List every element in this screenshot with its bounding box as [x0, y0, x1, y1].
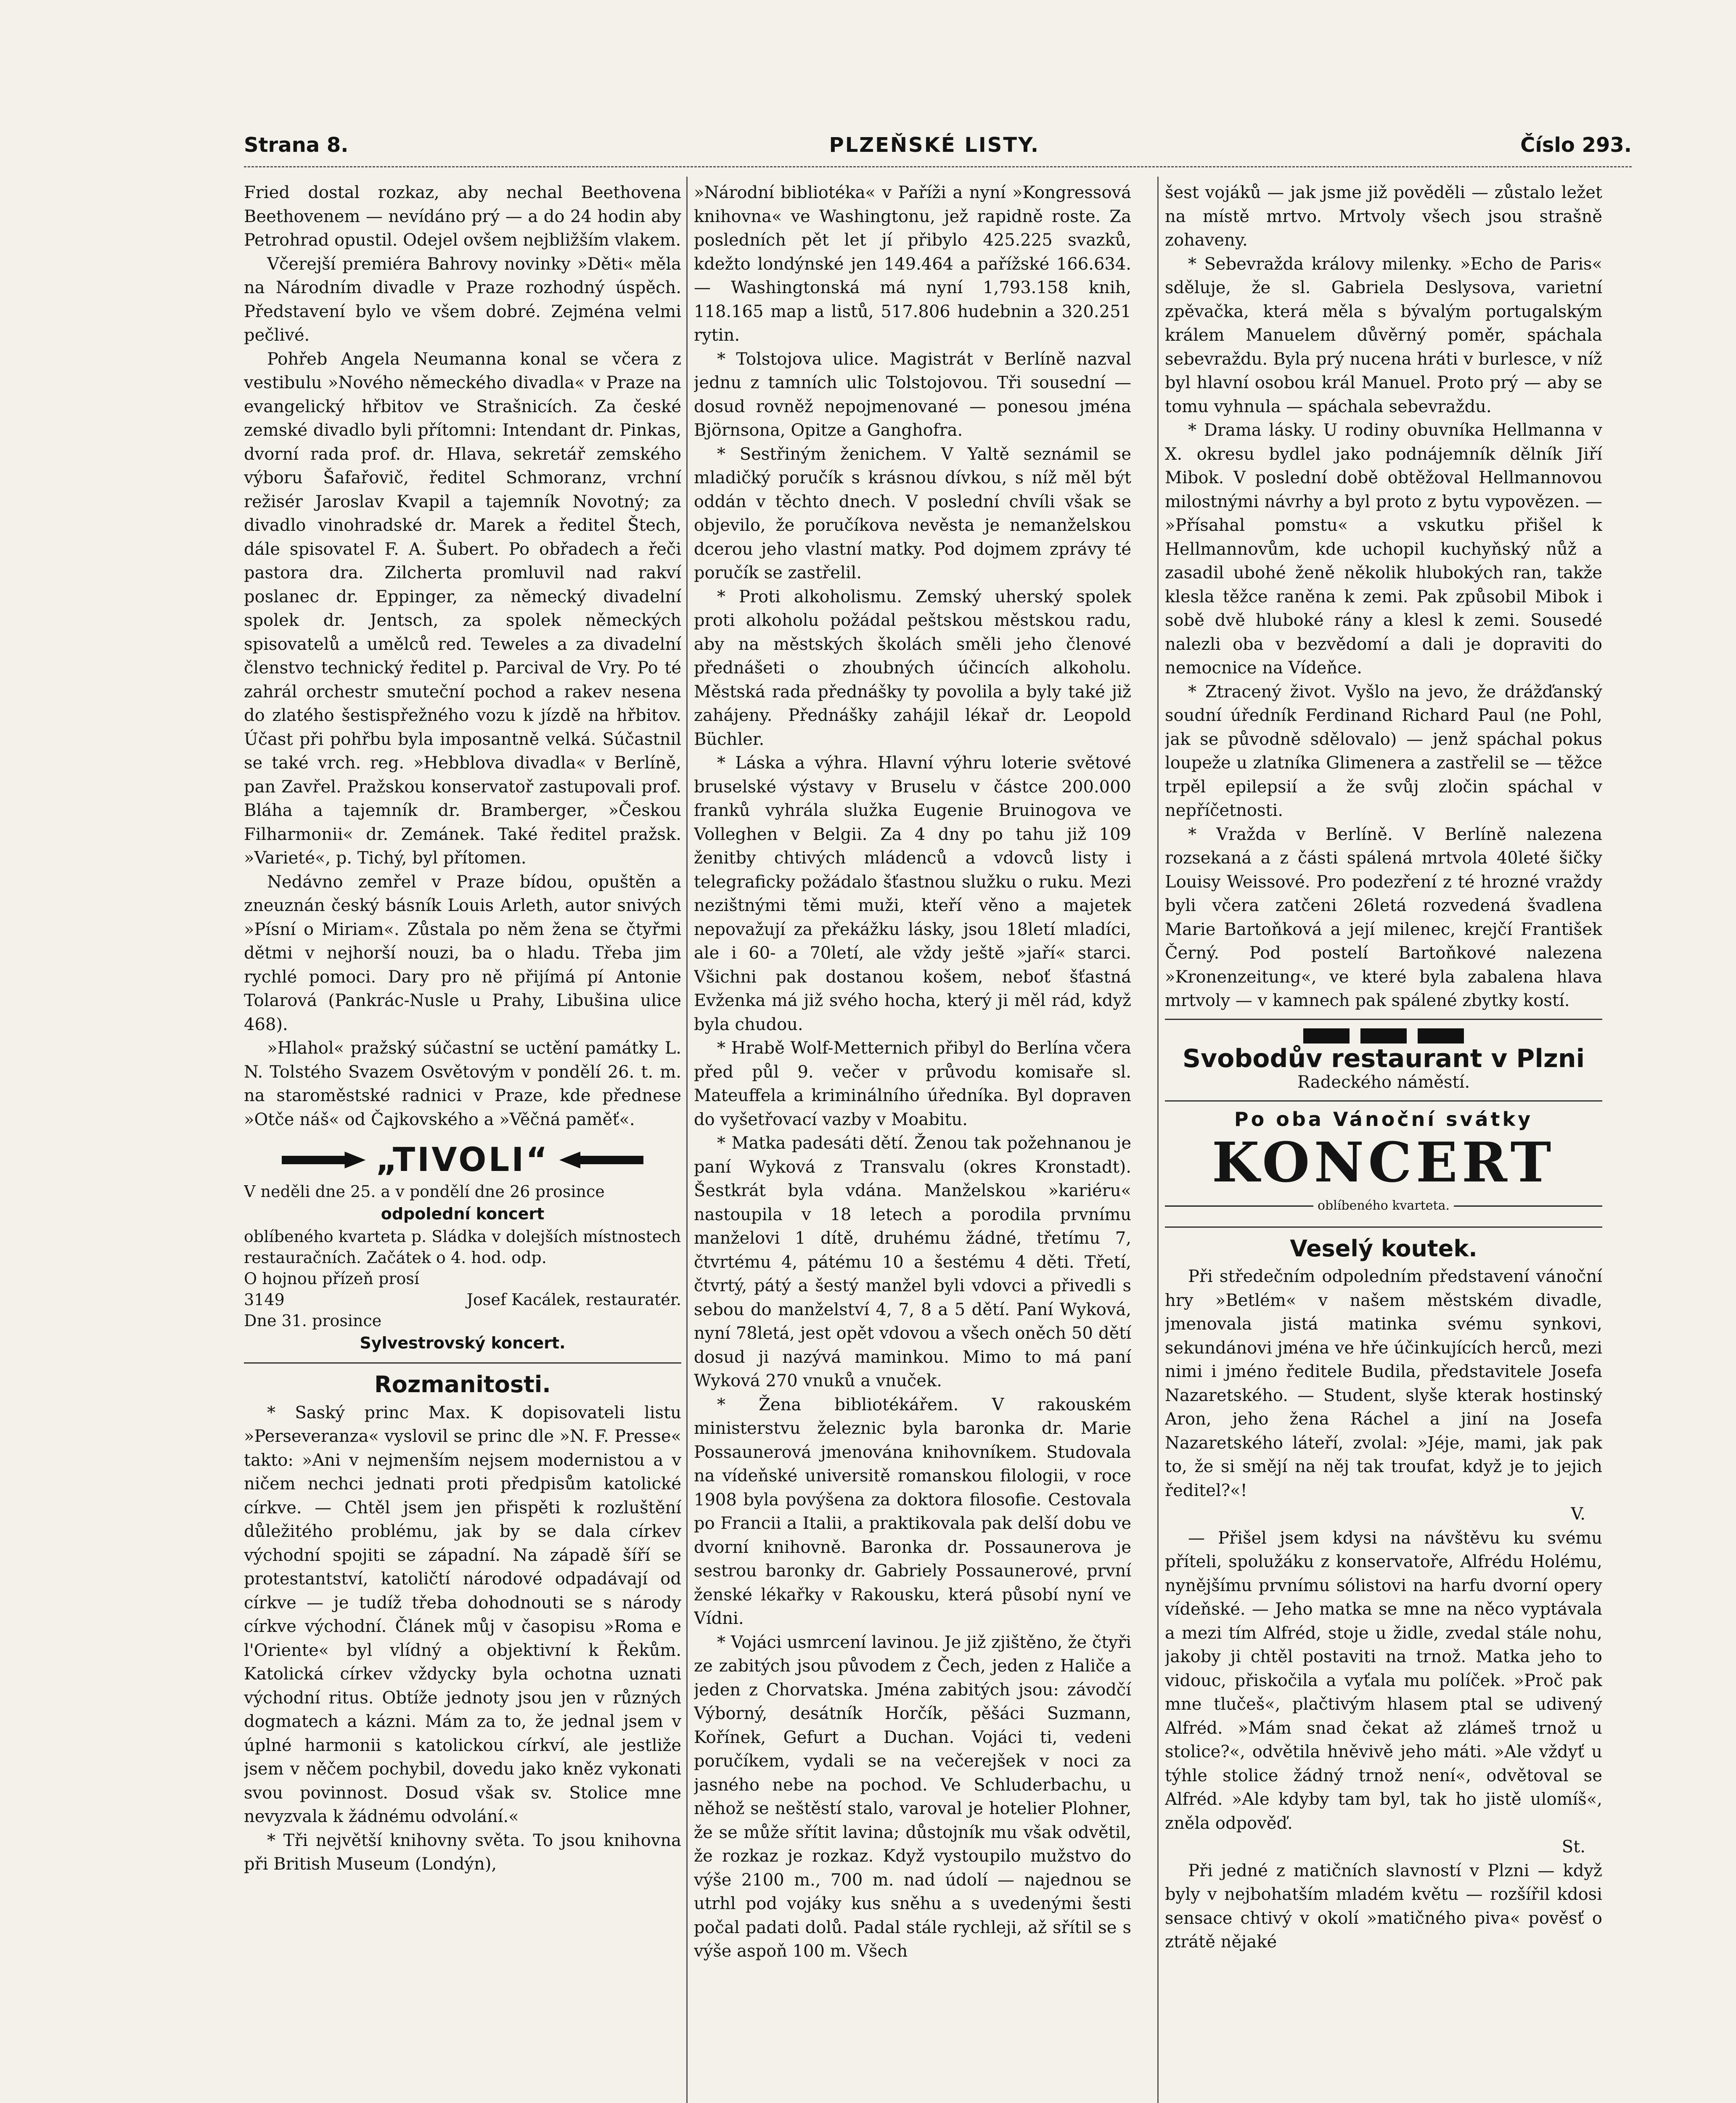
divider [1165, 1019, 1602, 1020]
page-header [244, 126, 1632, 164]
svobodu-advertisement [1165, 1028, 1602, 1218]
block-ornament [1360, 1028, 1407, 1044]
article-text: * Ztracený život. Vyšlo na jevo, že drážďanský soudní úředník Ferdinand Richard Paul (ne Pohl, jak se původně sdělovalo) — jenž spáchal pokus loupeže u zlatníka Glimenera a zastřelil se — těžce trpěl epilepsií a že svůj zločin spáchal v nepříčetnosti. [1165, 682, 1602, 820]
decorative-blocks [1165, 1028, 1602, 1044]
article-text: šest vojáků — jak jsme již pověděli — zůstalo ležet na místě mrtvo. Mrtvoly všech jsou strašně zohaveny. [1165, 183, 1602, 250]
signature: V. [1571, 1504, 1585, 1524]
rule-left [1165, 1205, 1313, 1207]
divider [1165, 1226, 1602, 1228]
section-heading: Veselý koutek. [1290, 1235, 1477, 1262]
ad-line: oblíbeného kvarteta p. Sládka v dolejších místnostech restauračních. Začátek o 4. hod. odp. [244, 1227, 681, 1267]
column-2 [694, 181, 1131, 2103]
article-text: Při středečním odpoledním představení vánoční hry »Betlém« v našem městském divadle, jmenovala jistá matinka svému synkovi, sekundánovi jména ve hře účinkujících herců, mezi nimi i jméno ředitele Budila, představitele Josefa Nazaretského. — Student, slyše kterak hostinský Aron, jeho žena Ráchel a jiní na Josefa Nazaretského láteří, zvolal: »Jéje, mami, jak pak to, že si smějí na něj tak troufat, když je to jejich ředitel?«! [1165, 1267, 1602, 1500]
kvarteto-text: oblíbeného kvarteta. [1317, 1198, 1450, 1213]
article-text: * Matka padesáti dětí. Ženou tak požehnanou je paní Wyková z Transvalu (okres Kronstadt). Šestkrát byla vdána. Manželskou »kariéru« nastoupila v 18 letech a porodila prvnímu manželovi 1 dítě, druhému žádné, třetímu 7, čtvrtému 4, pátému 10 a šestému 4 děti. Třetí, čtvrtý, pátý a šestý manžel byli vdovci a přivedli s sebou do manželství 4, 7, 8 a 5 dětí. Paní Wyková, nyní 78letá, jest opět vdovou a všech oněch 50 dětí dosud ji nazývá maminkou. Mimo to má paní Wyková 270 vnuků a vnuček. [694, 1134, 1131, 1391]
article-text: * Hrabě Wolf-Metternich přibyl do Berlína včera před půl 9. večer v průvodu komisaře sl. Mateuffela a kriminálního úředníka. Byl dopraven do vyšetřovací vazby v Moabitu. [694, 1038, 1131, 1129]
divider [1165, 1100, 1602, 1102]
article-text: — Přišel jsem kdysi na návštěvu ku svému příteli, spolužáku z konservatoře, Alfrédu Holému, nynějšímu prvnímu sólistovi na harfu dvorní opery vídeňské. — Jeho matka se mne na něco vyptávala a mezi tím Alfréd, stoje u židle, zvedal stále nohu, jakoby ji chtěl postaviti na trnož. Matka jeho to vidouc, přiskočila a vyťala mu políček. »Proč pak mne tlučeš«, plačtivým hlasem ptal se udivený Alfréd. »Mám snad čekat až zlámeš trnož u stolice?«, odvětila hněvivě jeho máti. »Ale vždyť u týhle stolice žádný trnož není«, odvětoval se Alfréd. »Ale kdyby tam byl, tak ho jistě ulomíš«, zněla odpověď. [1165, 1528, 1602, 1833]
ad-line: Sylvestrovský koncert. [360, 1333, 566, 1352]
page-number: Strana 8. [244, 133, 349, 157]
section-heading: Rozmanitosti. [374, 1371, 551, 1398]
column-3 [1165, 181, 1602, 2103]
header-rule [244, 166, 1632, 167]
column-divider [686, 177, 688, 2103]
article-text: Nedávno zemřel v Praze bídou, opuštěn a zneuznán český básník Louis Arleth, autor snivých »Písní o Miriam«. Zůstala po něm žena se čtyřmi dětmi v nejhorší nouzi, ba o hladu. Třeba jim rychlé pomoci. Dary pro ně přijímá pí Antonie Tolarová (Pankrác-Nusle u Prahy, Libušina ulice 468). [244, 872, 681, 1034]
block-ornament [1418, 1028, 1464, 1044]
rule-right [1454, 1205, 1602, 1207]
block-ornament [1303, 1028, 1350, 1044]
arrow-left-icon [559, 1152, 643, 1168]
issue-number: Číslo 293. [1520, 133, 1632, 157]
article-text: * Drama lásky. U rodiny obuvníka Hellmanna v X. okresu bydlel jako podnájemník dělník Jiří Mibok. V poslední době obtěžoval Hellmannovou milostnými návrhy a byl proto z bytu vypovězen. — »Přísahal pomstu« a vskutku přišel k Hellmannovům, kde uchopil kuchyňský nůž a zasadil ubohé ženě několik hlubokých ran, takže klesla těžce raněna k zemi. Pak způsobil Mibok i sobě dvě hluboké rány a klesl k zemi. Sousedé nalezli oba v bezvědomí a dali je dopraviti do nemocnice na Vídeňce. [1165, 421, 1602, 678]
ad-number: 3149 [244, 1290, 285, 1309]
article-text: Pohřeb Angela Neumanna konal se včera z vestibulu »Nového německého divadla« v Praze na evangelický hřbitov ve Strašnicích. Za české zemské divadlo byli přítomni: Intendant dr. Pinkas, dvorní rada prof. dr. Hlava, sekretář zemského výboru Šafařovič, ředitel Schmoranz, vrchní režisér Jaroslav Kvapil a tajemník Novotný; za divadlo vinohradské dr. Marek a ředitel Štech, dále spisovatel F. A. Šubert. Po obřadech a řeči pastora dra. Zilcherta promluvil nad rakví poslanec dr. Eppinger, za německý divadelní spolek dr. Jentsch, za spolek německých spisovatelů a umělců red. Teweles a za divadelní členstvo technický ředitel p. Parcival de Vry. Po té zahrál orchestr smuteční pochod a rakev nesena do zlatého šestispřežného vozu k jízdě na hřbitov. Účast při pohřbu byla imposantně velká. Súčastnil se také vrch. reg. »Hebblova divadla« v Berlíně, pan Zavřel. Pražskou konservatoř zastupovali prof. Bláha a tajemník dr. Bramberger, »Českou Filharmonii« dr. Zemánek. Také ředitel pražsk. »Varieté«, p. Tichý, byl přítomen. [244, 349, 681, 868]
article-text: * Tolstojova ulice. Magistrát v Berlíně nazval jednu z tamních ulic Tolstojovou. Tři sousední — dosud rovněž nepojmenované — ponesou jména Björnsona, Opitze a Ganghofra. [694, 349, 1131, 440]
ad-line: odpolední koncert [381, 1205, 545, 1223]
article-text: * Tři největší knihovny světa. To jsou knihovna při British Museum (Londýn), [244, 1830, 681, 1874]
article-text: * Láska a výhra. Hlavní výhru loterie světové bruselské výstavy v Bruselu v částce 200.000 franků vyhrála služka Eugenie Bruinogova ve Volleghen v Belgii. Za 4 dny po tahu již 109 ženitby chtivých mládenců a vdovců listy i telegraficky požádalo šťastnou služku o ruku. Mezi nezištnými těmi muži, kteří věno a majetek nepovažují za překážku lásky, jsou 18letí mladíci, ale i 60- a 70letí, ale vždy ještě »jaří« starci. Všichni pak dostanou košem, neboť šťastná Evženka má již svého hocha, který ji měl rád, když byla chudou. [694, 753, 1131, 1034]
ad-line: Dne 31. prosince [244, 1311, 382, 1330]
divider [244, 1362, 681, 1364]
article-text: * Vojáci usmrcení lavinou. Je již zjištěno, že čtyři ze zabitých jsou původem z Čech, jeden z Haliče a jeden z Chorvatska. Jména zabitých jsou: závodčí Výborný, desátník Horčík, pěšáci Suzmann, Kořínek, Gefurt a Duchan. Vojáci ti, vedeni poručíkem, vydali se na večerejšek v noci za jasného nebe na pochod. Ve Schluderbachu, u něhož se neštěstí stalo, varoval je hotelier Plohner, že se může sřítit lavina; důstojník mu však odvětil, že rozkaz je rozkaz. Když vystoupilo mužstvo do výše 2100 m., 700 m. nad údolí — najednou se utrhl pod vojáky kus sněhu a s uvedenými šesti počal padati dolů. Padal stále rychleji, až sřítil se s výše aspoň 100 m. Všech [694, 1632, 1131, 1961]
ad-owner: Josef Kacálek, restauratér. [466, 1290, 681, 1309]
article-text: »Hlahol« pražský súčastní se uctění památky L. N. Tolstého Svazem Osvětovým v pondělí 26. t. m. na staroměstské radnici v Praze, kde přednese »Otče náš« od Čajkovského a »Věčná paměť«. [244, 1038, 681, 1129]
signature: St. [1561, 1837, 1585, 1857]
holiday-line: Po oba Vánoční svátky [1234, 1107, 1533, 1131]
restaurant-name: Svobodův restaurant v Plzni [1182, 1044, 1585, 1073]
article-text: * Sestřiným ženichem. V Yaltě seznámil se mladičký poručík s krásnou dívkou, s níž měl být oddán v těchto dnech. V poslední chvíli však se objevilo, že poručíkova nevěsta je nemanželskou dcerou jeho vlastní matky. Pod dojmem zprávy té poručík se zastřelil. [694, 444, 1131, 583]
column-divider [1157, 177, 1159, 2103]
article-text: * Saský princ Max. K dopisovateli listu »Perseveranza« vyslovil se princ dle »N. F. Presse« takto: »Ani v nejmenším nejsem modernistou a v ničem nechci jednati proti předpisům katolické církve. — Chtěl jsem jen přispěti k rozluštění důležitého problému, jak by se dala církev východní spojiti se západní. Na západě šíří se protestantství, katoličtí národové odpadávají od církve — je tudíž třeba dohodnouti se s národy církve východní. Článek můj v časopisu »Roma e l'Oriente« byl vlídný a objektivní k Řekům. Katolická církev vždycky byla ochotna uznati východní ritus. Obtíže jednoty jsou jen v různých dogmatech a kázni. Mám za to, že jednal jsem v úplné harmonii s katolickou církví, ale jestliže jsem v něčem pochybil, dovedu jako kněz vykonati svou povinnost. Dosud však sv. Stolice mne nevyzvala k žádnému odvolání.« [244, 1403, 681, 1826]
article-text: * Vražda v Berlíně. V Berlíně nalezena rozsekaná a z části spálená mrtvola 40leté šičky Louisy Weissové. Pro podezření z té hrozné vraždy byli včera zatčeni 26letá rozvedená švadlena Marie Bartoňková a její milenec, krejčí František Černý. Pod postelí Bartoňkové nalezena »Kronenzeitung«, ve které byla zabalena hlava mrtvoly — v kamnech pak spálené zbytky kostí. [1165, 824, 1602, 1010]
article-text: Při jedné z matičních slavností v Plzni — když byly v nejbohatším mladém květu — rozšířil kdosi sensace chtivý v okolí »matičného piva« pověsť o ztrátě nějaké [1165, 1861, 1602, 1952]
tivoli-name: „TIVOLI“ [376, 1141, 550, 1179]
koncert-title: KONCERT [1212, 1130, 1556, 1195]
kvarteto-line [1165, 1194, 1602, 1218]
article-text: »Národní bibliotéka« v Paříži a nyní »Kongressová knihovna« ve Washingtonu, jež rapidně roste. Za posledních pět let jí přibylo 425.225 svazků, kdežto londýnské jen 149.464 a pařížské 166.634. — Washingtonská má nyní 1,793.158 knih, 118.165 map a listů, 517.806 hudebnin a 320.251 rytin. [694, 183, 1131, 345]
article-text: * Sebevražda královy milenky. »Echo de Paris« sděluje, že sl. Gabriela Deslysova, varietní zpěvačka, která měla s bývalým portugalským králem Manuelem důvěrný poměr, spáchala sebevraždu. Byla prý nucena hráti v burlesce, v níž byl hlavní osobou král Manuel. Proto prý — aby se tomu vyhnula — spáchala sebevraždu. [1165, 254, 1602, 416]
tivoli-advertisement [244, 1139, 681, 1355]
article-text: * Proti alkoholismu. Zemský uherský spolek proti alkoholu požádal peštskou městskou radu, aby na městských školách směli jeho členové přednášeti o zhoubných účincích alkoholu. Městská rada přednášky ty povolila a byly také již zahájeny. Přednášky zahájil lékař dr. Leopold Büchler. [694, 587, 1131, 749]
column-1 [244, 181, 681, 2103]
restaurant-address: Radeckého náměstí. [1297, 1073, 1470, 1092]
tivoli-banner [244, 1139, 681, 1181]
ad-signature-row [244, 1289, 681, 1310]
newspaper-title: PLZEŇSKÉ LISTY. [829, 133, 1040, 157]
article-text: * Žena bibliotékářem. V rakouském ministerstvu železnic byla baronka dr. Marie Possaunerová jmenována knihovníkem. Studovala na vídeňské universitě romanskou filologii, v roce 1908 byla povýšena za doktora filosofie. Cestovala po Francii a Italii, a praktikovala pak delší dobu ve dvorní knihovně. Baronka dr. Possaunerova je sestrou baronky dr. Gabriely Possaunerové, první ženské lékařky v Rakousku, která působí nyní ve Vídni. [694, 1395, 1131, 1628]
article-text: Fried dostal rozkaz, aby nechal Beethovena Beethovenem — nevídáno prý — a do 24 hodin aby Petrohrad opustil. Odejel ovšem nejbližším vlakem. [244, 183, 681, 250]
ad-line: O hojnou přízeň prosí [244, 1269, 419, 1288]
arrow-right-icon [282, 1152, 366, 1168]
ad-line: V neděli dne 25. a v pondělí dne 26 prosince [244, 1182, 605, 1201]
article-text: Včerejší premiéra Bahrovy novinky »Děti« měla na Národním divadle v Praze rozhodný úspěch. Představení bylo ve všem dobré. Zejména velmi pečlivé. [244, 254, 681, 345]
